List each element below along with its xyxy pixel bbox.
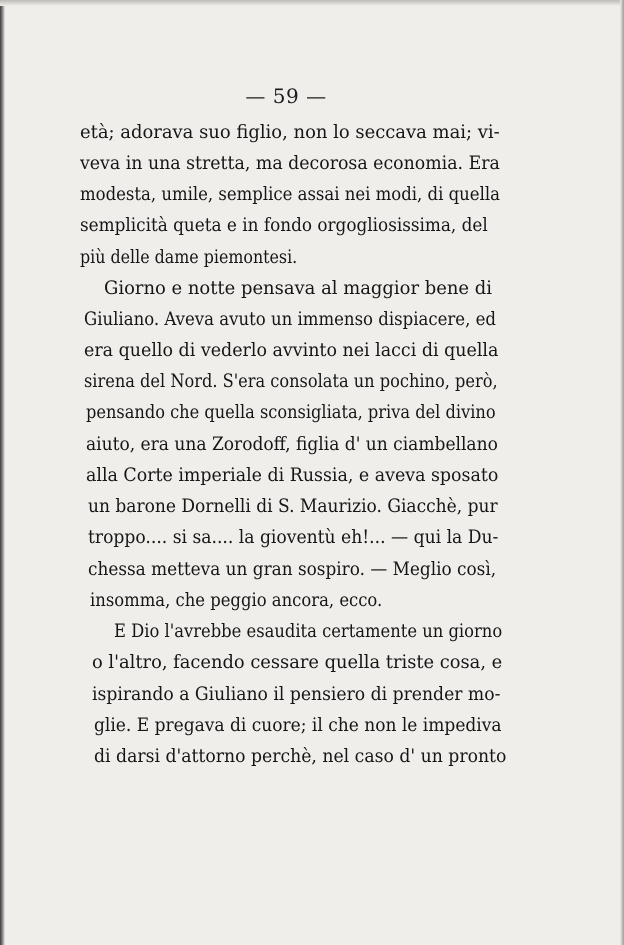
text-line: un barone Dornelli di S. Maurizio. Giacchè, pur [88, 496, 498, 517]
text-line: veva in una stretta, ma decorosa economia. Era [80, 153, 500, 174]
text-line: pensando che quella sconsigliata, priva del divino [86, 402, 496, 423]
page-number: — 59 — [245, 84, 327, 108]
text-line: modesta, umile, semplice assai nei modi, di quella [80, 184, 500, 205]
text-line: di darsi d'attorno perchè, nel caso d' un pronto [94, 746, 507, 767]
text-line: Giuliano. Aveva avuto un immenso dispiacere, ed [84, 309, 496, 330]
text-line: aiuto, era una Zorodoff, figlia d' un ciambellano [86, 434, 498, 455]
text-line: chessa metteva un gran sospiro. — Meglio così, [88, 559, 497, 580]
text-line: Giorno e notte pensava al maggior bene di [104, 278, 492, 299]
text-line: più delle dame piemontesi. [80, 247, 298, 268]
text-line: troppo.... si sa.... la gioventù eh!... — qui la Du- [88, 527, 499, 548]
text-line: E Dio l'avrebbe esaudita certamente un giorno [114, 621, 503, 642]
text-line: semplicità queta e in fondo orgogliosissima, del [80, 215, 488, 236]
text-line: era quello di vederlo avvinto nei lacci di quella [84, 340, 499, 361]
text-line: o l'altro, facendo cessare quella triste cosa, e [92, 652, 503, 673]
text-line: età; adorava suo figlio, non lo seccava mai; vi- [80, 122, 500, 143]
text-line: glie. E pregava di cuore; il che non le impediva [94, 715, 502, 736]
text-line: sirena del Nord. S'era consolata un pochino, però, [84, 371, 498, 392]
text-line: insomma, che peggio ancora, ecco. [90, 590, 383, 611]
text-line: ispirando a Giuliano il pensiero di prender mo- [92, 684, 501, 705]
text-line: alla Corte imperiale di Russia, e aveva sposato [86, 465, 499, 486]
